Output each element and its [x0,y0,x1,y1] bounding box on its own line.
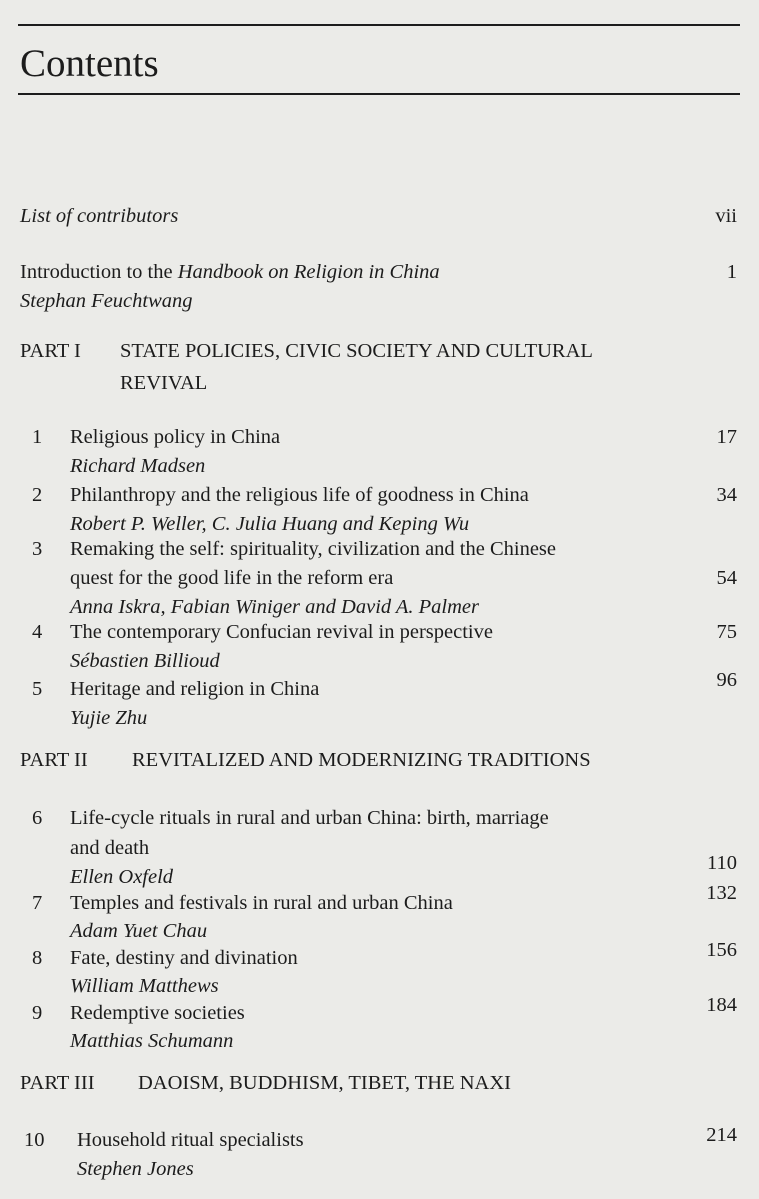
chapter-author: Sébastien Billioud [70,650,220,672]
chapter-number: 5 [32,678,43,700]
chapter-number: 6 [32,807,43,829]
top-rule [18,24,740,26]
part-heading: PART II REVITALIZED AND MODERNIZING TRADITIONS [20,749,591,771]
chapter-title: Philanthropy and the religious life of goodness in China [70,484,529,506]
chapter-page: 54 [716,567,737,589]
chapter-title: Religious policy in China [70,426,281,448]
chapter-number: 1 [32,426,43,448]
chapter-number: 10 [24,1129,45,1151]
page-title: Contents [20,42,159,85]
chapter-page: 75 [716,621,737,643]
chapter-author: William Matthews [70,975,219,997]
chapter-title: Household ritual specialists [77,1129,304,1151]
chapter-title: Temples and festivals in rural and urban China [70,892,453,914]
introduction-title: Introduction to the Handbook on Religion in China [20,261,440,283]
chapter-page: 184 [706,994,737,1016]
chapter-title-continued: quest for the good life in the reform era [70,567,394,589]
introduction-author: Stephan Feuchtwang [20,290,193,312]
chapter-page: 110 [707,852,737,874]
chapter-author: Yujie Zhu [70,707,148,729]
chapter-author: Matthias Schumann [70,1030,234,1052]
chapter-title: Fate, destiny and divination [70,947,298,969]
chapter-number: 4 [32,621,43,643]
chapter-author: Ellen Oxfeld [70,866,174,888]
chapter-page: 132 [706,882,737,904]
chapter-page: 214 [706,1124,737,1146]
chapter-number: 3 [32,538,43,560]
chapter-title: Heritage and religion in China [70,678,320,700]
chapter-author: Robert P. Weller, C. Julia Huang and Keping Wu [70,513,470,535]
part-heading-continued: REVIVAL [120,372,208,394]
chapter-number: 8 [32,947,43,969]
chapter-title: Life-cycle rituals in rural and urban China: birth, marriage [70,807,549,829]
chapter-author: Anna Iskra, Fabian Winiger and David A. Palmer [70,596,480,618]
chapter-author: Adam Yuet Chau [70,920,208,942]
chapter-number: 2 [32,484,43,506]
introduction-page: 1 [726,261,737,283]
chapter-author: Stephen Jones [77,1158,194,1180]
chapter-title: Remaking the self: spirituality, civilization and the Chinese [70,538,557,560]
chapter-page: 34 [716,484,737,506]
chapter-title-continued: and death [70,837,150,859]
title-rule [18,93,740,95]
contributors-page: vii [715,205,737,227]
chapter-page: 96 [716,669,737,691]
chapter-author: Richard Madsen [70,455,206,477]
chapter-number: 7 [32,892,43,914]
part-heading: PART I STATE POLICIES, CIVIC SOCIETY AND CULTURAL [20,340,593,362]
contributors-label: List of contributors [20,205,179,227]
chapter-title: Redemptive societies [70,1002,245,1024]
chapter-page: 156 [706,939,737,961]
chapter-page: 17 [716,426,737,448]
part-heading: PART III DAOISM, BUDDHISM, TIBET, THE NAXI [20,1072,511,1094]
chapter-title: The contemporary Confucian revival in perspective [70,621,493,643]
chapter-number: 9 [32,1002,43,1024]
